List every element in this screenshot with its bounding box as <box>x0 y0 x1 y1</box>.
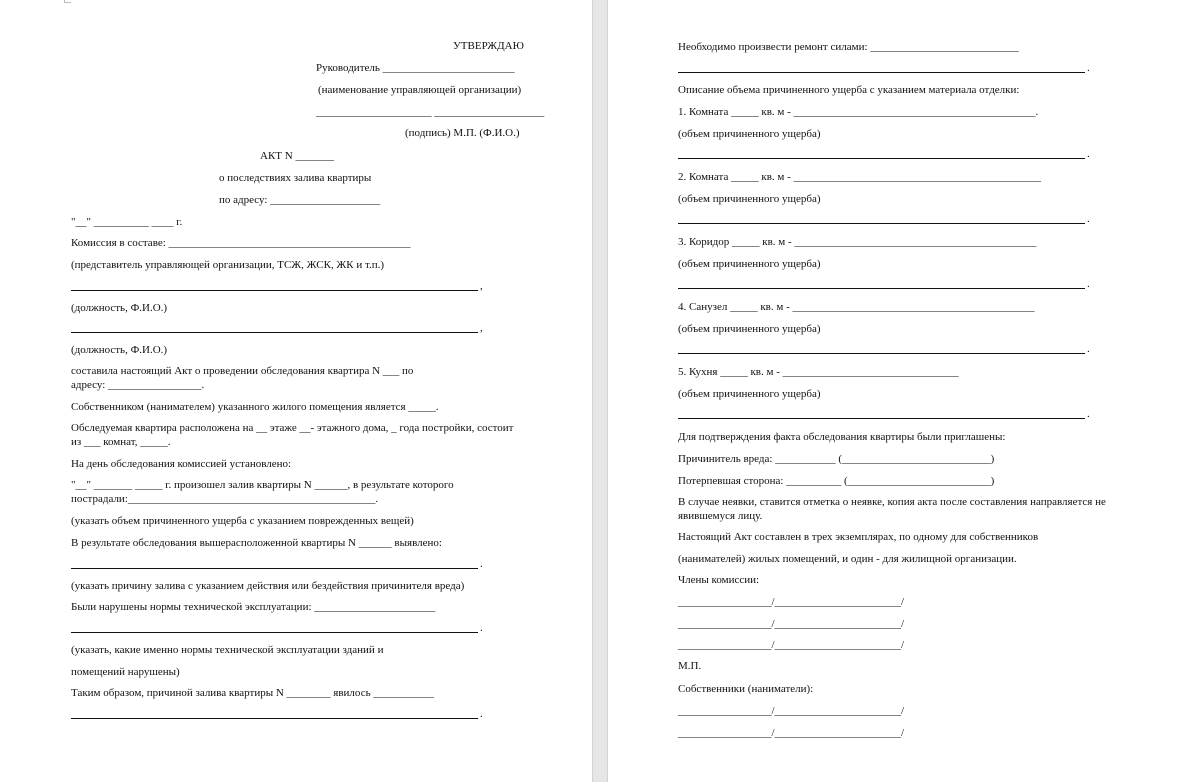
copies-text: Настоящий Акт составлен в трех экземплярах, по одному для собственников <box>678 531 1039 543</box>
composed-address: адресу: _________________. <box>71 379 205 391</box>
line-dot: . <box>480 558 483 570</box>
damage-caption: (объем причиненного ущерба) <box>678 388 821 400</box>
flat-description: Обследуемая квартира расположена на __ этаже __- этажного дома, _ года постройки, состоит <box>71 422 514 434</box>
composed-text: составила настоящий Акт о проведении обследования квартира N ___ по <box>71 365 414 377</box>
absence-text-cont: явившемуся лицу. <box>678 510 763 522</box>
blank-line <box>71 632 478 633</box>
head-line: Руководитель ________________________ <box>316 62 515 74</box>
absence-text: В случае неявки, ставится отметка о неявке, копия акта после составления направляется не <box>678 496 1106 508</box>
blank-line <box>678 288 1085 289</box>
blank-line <box>678 418 1085 419</box>
date-line: "__" __________ ____ г. <box>71 216 183 228</box>
damage-caption: (объем причиненного ущерба) <box>678 193 821 205</box>
invited-text: Для подтверждения факта обследования квартиры были приглашены: <box>678 431 1006 443</box>
room2-line: 2. Комната _____ кв. м - _____________________________________________ <box>678 171 1042 183</box>
line-dot: . <box>480 622 483 634</box>
line-dot: . <box>1087 278 1090 290</box>
owner-text: Собственником (нанимателем) указанного жилого помещения является _____. <box>71 401 439 413</box>
damage-caption: (объем причиненного ущерба) <box>678 258 821 270</box>
org-name-caption: (наименование управляющей организации) <box>318 84 522 96</box>
member-signature-line: _________________/_______________________/ <box>678 639 905 651</box>
member-signature-line: _________________/_______________________/ <box>678 618 905 630</box>
culprit-line: Причинитель вреда: ___________ (___________________________) <box>678 453 995 465</box>
room1-line: 1. Комната _____ кв. м - ____________________________________________. <box>678 106 1039 118</box>
norms-caption: (указать, какие именно нормы технической эксплуатации зданий и <box>71 644 384 656</box>
address-line: по адресу: ____________________ <box>219 194 381 206</box>
violated-text: Были нарушены нормы технической эксплуатации: ______________________ <box>71 601 436 613</box>
damage-caption: (объем причиненного ущерба) <box>678 323 821 335</box>
damage-caption: (указать объем причиненного ущерба с указанием поврежденных вещей) <box>71 515 414 527</box>
document-page-left <box>0 0 592 782</box>
signature-lines: _____________________ ____________________ <box>316 106 545 118</box>
blank-line <box>678 158 1085 159</box>
norms-caption-cont: помещений нарушены) <box>71 666 180 678</box>
act-subtitle: о последствиях залива квартиры <box>219 172 372 184</box>
owners-heading: Собственники (наниматели): <box>678 683 814 695</box>
established-text: На день обследования комиссией установлено: <box>71 458 292 470</box>
bathroom-line: 4. Санузел _____ кв. м - ____________________________________________ <box>678 301 1035 313</box>
line-dot: . <box>1087 408 1090 420</box>
blank-line <box>71 290 478 291</box>
approve-heading: УТВЕРЖДАЮ <box>453 40 524 52</box>
blank-line <box>71 332 478 333</box>
damage-caption: (объем причиненного ущерба) <box>678 128 821 140</box>
document-page-right <box>608 0 1200 782</box>
blank-line <box>678 223 1085 224</box>
members-heading: Члены комиссии: <box>678 574 760 586</box>
line-comma: , <box>480 322 483 334</box>
page-corner-mark <box>64 0 71 3</box>
line-comma: , <box>480 280 483 292</box>
owner-signature-line: _________________/_______________________/ <box>678 705 905 717</box>
flood-text: "__" _______ _____ г. произошел залив квартиры N ______, в результате которого <box>71 479 454 491</box>
position-caption: (должность, Ф.И.О.) <box>71 302 168 314</box>
blank-line <box>678 72 1085 73</box>
blank-line <box>71 568 478 569</box>
blank-line <box>678 353 1085 354</box>
result-text: В результате обследования вышерасположенной квартиры N ______ выявлено: <box>71 537 442 549</box>
position-caption: (должность, Ф.И.О.) <box>71 344 168 356</box>
act-title: АКТ N _______ <box>260 150 334 162</box>
line-dot: . <box>1087 343 1090 355</box>
owner-signature-line: _________________/_______________________/ <box>678 727 905 739</box>
commission-line: Комиссия в составе: ____________________________________________ <box>71 237 411 249</box>
flood-text-cont: пострадали:_____________________________________________. <box>71 493 379 505</box>
conclusion-text: Таким образом, причиной залива квартиры N ________ явилось ___________ <box>71 687 434 699</box>
victim-line: Потерпевшая сторона: __________ (__________________________) <box>678 475 995 487</box>
signature-caption: (подпись) М.П. (Ф.И.О.) <box>405 127 520 139</box>
line-dot: . <box>1087 148 1090 160</box>
kitchen-line: 5. Кухня _____ кв. м - ________________________________ <box>678 366 959 378</box>
flat-description-cont: из ___ комнат, _____. <box>71 436 171 448</box>
cause-caption: (указать причину залива с указанием действия или бездействия причинителя вреда) <box>71 580 465 592</box>
description-text: Описание объема причиненного ущерба с указанием материала отделки: <box>678 84 1020 96</box>
member-signature-line: _________________/_______________________/ <box>678 596 905 608</box>
stamp-label: М.П. <box>678 660 702 672</box>
representative-caption: (представитель управляющей организации, ТСЖ, ЖСК, ЖК и т.п.) <box>71 259 385 271</box>
repair-text: Необходимо произвести ремонт силами: ___________________________ <box>678 41 1019 53</box>
blank-line <box>71 718 478 719</box>
line-dot: . <box>480 708 483 720</box>
line-dot: . <box>1087 62 1090 74</box>
corridor-line: 3. Коридор _____ кв. м - ____________________________________________ <box>678 236 1037 248</box>
copies-text-cont: (нанимателей) жилых помещений, и один - для жилищной организации. <box>678 553 1017 565</box>
line-dot: . <box>1087 213 1090 225</box>
